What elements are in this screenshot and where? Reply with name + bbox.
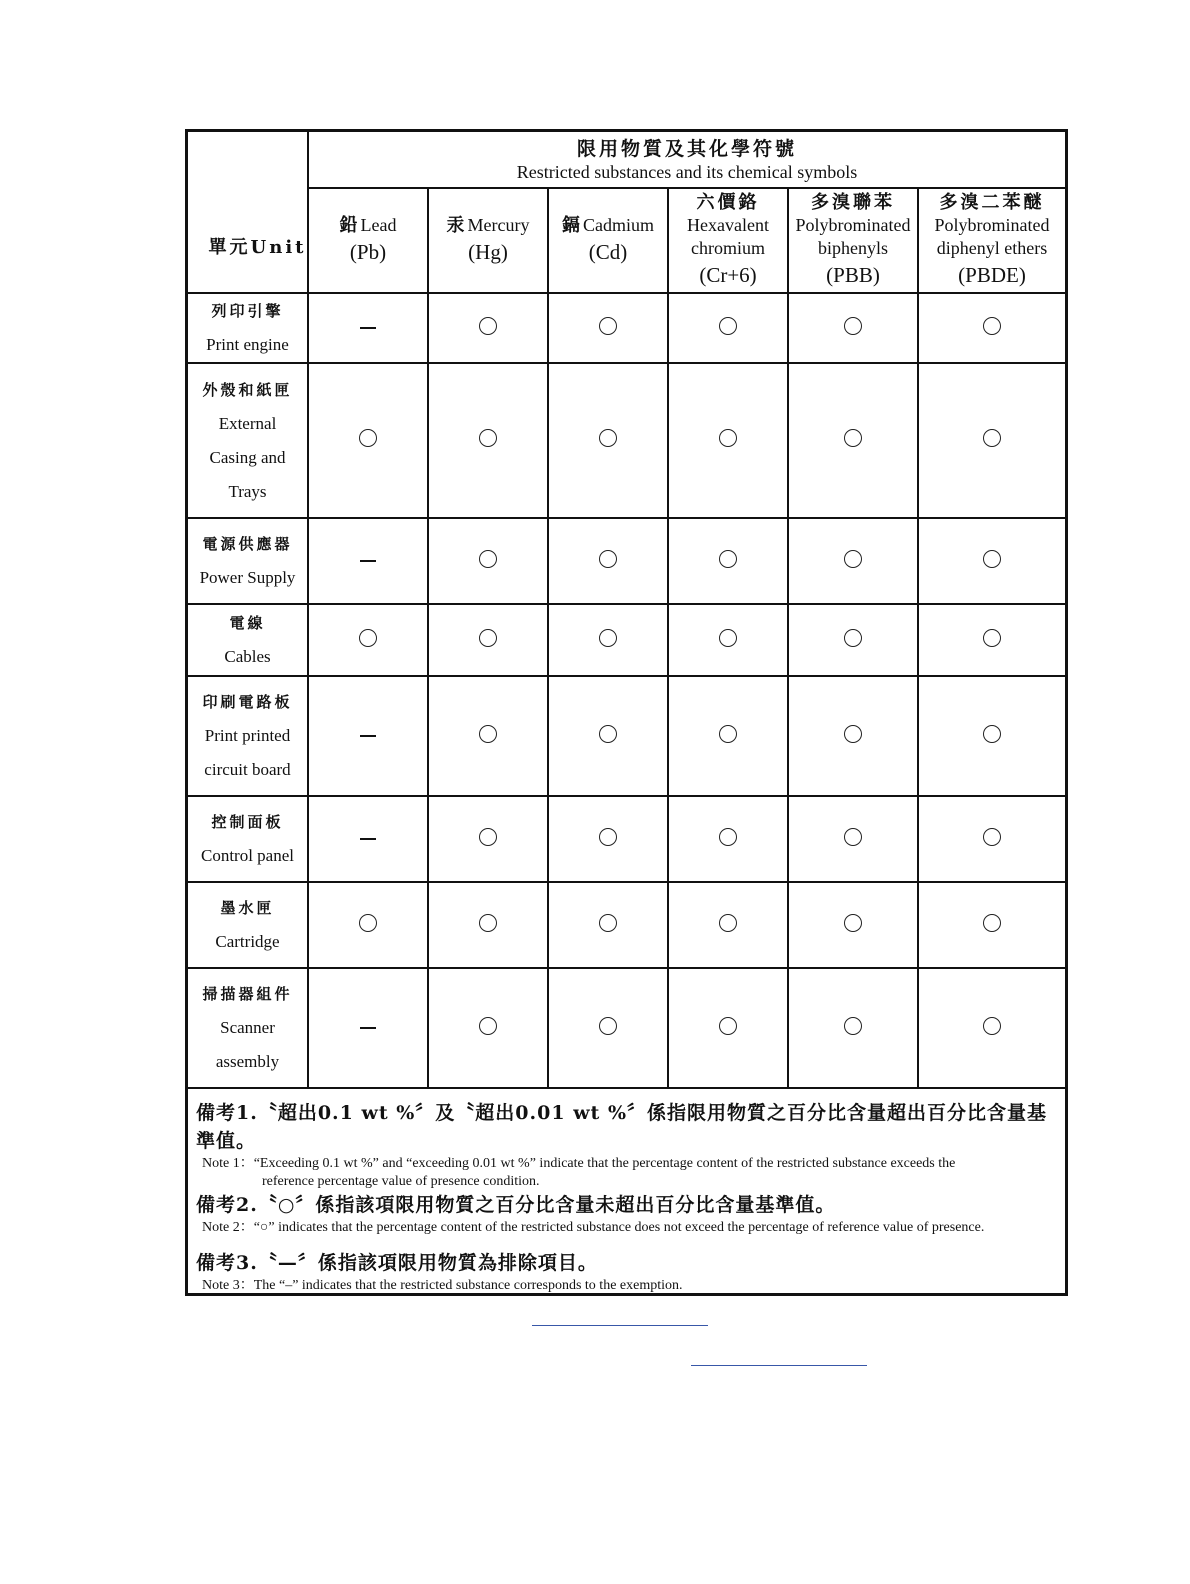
- substance-mark-cell: [308, 676, 428, 796]
- dash-mark: [360, 327, 376, 329]
- substance-mark-cell: [668, 676, 788, 796]
- circle-mark: [479, 828, 497, 846]
- substance-name-en-2: biphenyls: [818, 238, 888, 258]
- circle-mark: [983, 1017, 1001, 1035]
- circle-mark: [719, 914, 737, 932]
- substance-name-zh: 鎘: [562, 215, 583, 236]
- note-zh: 備考3.〝—〞係指該項限用物質為排除項目。: [196, 1252, 598, 1274]
- component-name-zh: 控制面板: [211, 813, 284, 831]
- circle-mark: [479, 629, 497, 647]
- substance-header: [548, 188, 668, 293]
- component-name-zh: 列印引擎: [211, 302, 284, 320]
- rohs-table-container: [185, 129, 1068, 1296]
- substance-mark-cell: [918, 518, 1065, 604]
- substance-mark-cell: [668, 882, 788, 968]
- note-block: [196, 1249, 1059, 1295]
- component-label: [188, 968, 308, 1088]
- substance-name-en: Polybrominated: [934, 215, 1050, 235]
- circle-mark: [844, 914, 862, 932]
- substance-mark-cell: [788, 293, 918, 363]
- substance-mark-cell: [308, 882, 428, 968]
- substance-mark-cell: [428, 518, 548, 604]
- substance-mark-cell: [308, 968, 428, 1088]
- title-en: Restricted substances and its chemical symbols: [516, 161, 858, 182]
- circle-mark: [983, 828, 1001, 846]
- table-row: [188, 604, 1065, 676]
- circle-mark: [844, 828, 862, 846]
- substance-symbol: (PBDE): [958, 263, 1026, 287]
- substance-mark-cell: [548, 518, 668, 604]
- component-label: [188, 882, 308, 968]
- substance-name-zh: 汞: [446, 215, 468, 236]
- component-name-zh: 電源供應器: [202, 535, 293, 553]
- component-name-en: circuit board: [204, 760, 291, 779]
- substance-mark-cell: [918, 676, 1065, 796]
- substance-header: [918, 188, 1065, 293]
- component-label: [188, 604, 308, 676]
- note-zh: 備考2.〝○〞係指該項限用物質之百分比含量未超出百分比含量基準值。: [196, 1194, 836, 1216]
- dash-mark: [360, 1027, 376, 1029]
- substance-mark-cell: [548, 882, 668, 968]
- circle-mark: [844, 550, 862, 568]
- substance-name-en: Lead: [360, 215, 397, 235]
- table-row: [188, 796, 1065, 882]
- component-label: [188, 796, 308, 882]
- component-name-en: Casing and: [209, 447, 286, 467]
- circle-mark: [599, 429, 617, 447]
- circle-mark: [479, 725, 497, 743]
- substance-mark-cell: [428, 363, 548, 518]
- note-en: [196, 1155, 1059, 1191]
- substance-mark-cell: [788, 968, 918, 1088]
- circle-mark: [599, 1017, 617, 1035]
- note-en-text: Note 2：“○” indicates that the percentage content of the restricted substance does not exceed the percentage of reference value of presence.: [202, 1220, 985, 1235]
- substance-symbol: (Hg): [468, 240, 508, 264]
- substance-mark-cell: [308, 604, 428, 676]
- table-body: [188, 293, 1065, 1088]
- circle-mark: [479, 914, 497, 932]
- dash-mark: [360, 838, 376, 840]
- substance-mark-cell: [428, 796, 548, 882]
- restricted-substances-table: [188, 132, 1065, 1300]
- table-row: [188, 518, 1065, 604]
- circle-mark: [359, 914, 377, 932]
- component-name-en: Print engine: [206, 335, 289, 354]
- substance-mark-cell: [668, 968, 788, 1088]
- substance-symbol: (PBB): [826, 263, 880, 287]
- circle-mark: [599, 914, 617, 932]
- circle-mark: [844, 629, 862, 647]
- substance-name-zh: 六價鉻: [696, 192, 760, 213]
- note-zh: 備考1.〝超出0.1 wt %〞及〝超出0.01 wt %〞係指限用物質之百分比含量超出百分比含量基準值。: [196, 1102, 1047, 1152]
- component-name-en: Scanner: [220, 1018, 275, 1037]
- link-underline-1[interactable]: [532, 1325, 708, 1326]
- substance-mark-cell: [668, 604, 788, 676]
- circle-mark: [983, 725, 1001, 743]
- notes-section: [188, 1088, 1065, 1300]
- substance-mark-cell: [668, 518, 788, 604]
- substance-mark-cell: [548, 293, 668, 363]
- circle-mark: [983, 429, 1001, 447]
- substance-header: [428, 188, 548, 293]
- note-en-text: Note 3：The “–” indicates that the restricted substance corresponds to the exemption.: [202, 1278, 683, 1293]
- component-name-en: assembly: [215, 1052, 280, 1071]
- dash-mark: [360, 560, 376, 562]
- circle-mark: [844, 429, 862, 447]
- circle-mark: [599, 550, 617, 568]
- substance-mark-cell: [428, 882, 548, 968]
- substance-mark-cell: [788, 363, 918, 518]
- component-name-en: Cartridge: [215, 932, 280, 951]
- note-block: [196, 1191, 1059, 1237]
- substance-name-zh: 多溴聯苯: [811, 192, 895, 213]
- substance-header: [308, 188, 428, 293]
- substance-name: [549, 214, 667, 237]
- substance-name-en: Cadmium: [583, 215, 654, 235]
- substance-name: [429, 214, 547, 237]
- substance-mark-cell: [548, 363, 668, 518]
- substance-mark-cell: [918, 796, 1065, 882]
- substance-mark-cell: [668, 363, 788, 518]
- note-en-continued: reference percentage value of presence condition.: [262, 1174, 540, 1189]
- substance-mark-cell: [428, 676, 548, 796]
- substance-symbol: (Cd): [588, 240, 628, 264]
- circle-mark: [719, 429, 737, 447]
- component-name-en: Power Supply: [199, 568, 296, 587]
- table-row: [188, 968, 1065, 1088]
- circle-mark: [479, 1017, 497, 1035]
- substance-mark-cell: [918, 882, 1065, 968]
- circle-mark: [599, 317, 617, 335]
- circle-mark: [599, 629, 617, 647]
- component-name-zh: 墨水匣: [220, 899, 275, 917]
- link-underline-2[interactable]: [691, 1365, 867, 1366]
- substance-mark-cell: [548, 604, 668, 676]
- substance-name-zh: 鉛: [339, 215, 361, 236]
- circle-mark: [719, 1017, 737, 1035]
- substance-mark-cell: [548, 796, 668, 882]
- substance-name-en: Polybrominated: [795, 215, 911, 235]
- unit-column-header: [188, 132, 308, 293]
- circle-mark: [719, 317, 737, 335]
- note-en: [196, 1219, 1059, 1237]
- substance-header: [788, 188, 918, 293]
- substance-mark-cell: [308, 293, 428, 363]
- component-name-zh: 電線: [229, 614, 266, 632]
- component-name-en: Control panel: [200, 846, 294, 865]
- circle-mark: [844, 1017, 862, 1035]
- substance-name: [309, 214, 427, 237]
- substance-mark-cell: [548, 676, 668, 796]
- table-row: [188, 293, 1065, 363]
- circle-mark: [844, 317, 862, 335]
- circle-mark: [599, 828, 617, 846]
- circle-mark: [359, 429, 377, 447]
- substance-mark-cell: [428, 293, 548, 363]
- substance-mark-cell: [428, 968, 548, 1088]
- component-label: [188, 293, 308, 363]
- circle-mark: [479, 550, 497, 568]
- substance-name-en-2: chromium: [691, 238, 765, 258]
- substance-mark-cell: [308, 796, 428, 882]
- circle-mark: [719, 828, 737, 846]
- circle-mark: [844, 725, 862, 743]
- component-name-zh: 掃描器組件: [202, 985, 293, 1003]
- substance-mark-cell: [788, 676, 918, 796]
- component-name-en: Print printed: [204, 726, 291, 745]
- substance-symbol: (Cr+6): [699, 263, 757, 287]
- table-row: [188, 882, 1065, 968]
- substance-mark-cell: [918, 968, 1065, 1088]
- dash-mark: [360, 735, 376, 737]
- component-name-en: External: [218, 413, 277, 433]
- substance-mark-cell: [308, 518, 428, 604]
- substance-name-en: Hexavalent: [687, 215, 769, 235]
- circle-mark: [479, 317, 497, 335]
- substance-header-row: [188, 188, 1065, 293]
- circle-mark: [359, 629, 377, 647]
- substance-mark-cell: [548, 968, 668, 1088]
- table-row: [188, 363, 1065, 518]
- circle-mark: [479, 429, 497, 447]
- component-name-zh: 印刷電路板: [202, 693, 293, 711]
- table-row: [188, 676, 1065, 796]
- component-label: [188, 363, 308, 518]
- substance-mark-cell: [668, 796, 788, 882]
- substance-mark-cell: [788, 882, 918, 968]
- substance-mark-cell: [788, 518, 918, 604]
- circle-mark: [983, 629, 1001, 647]
- title-zh: 限用物質及其化學符號: [576, 137, 797, 160]
- substance-mark-cell: [668, 293, 788, 363]
- title-header: [308, 132, 1065, 188]
- substance-mark-cell: [428, 604, 548, 676]
- substance-mark-cell: [788, 796, 918, 882]
- substance-mark-cell: [308, 363, 428, 518]
- substance-mark-cell: [918, 604, 1065, 676]
- note-en: [196, 1277, 1059, 1295]
- circle-mark: [719, 550, 737, 568]
- component-name-en: Cables: [224, 647, 271, 666]
- substance-name-zh: 多溴二苯醚: [939, 192, 1045, 213]
- component-label: [188, 676, 308, 796]
- component-name-en: Trays: [228, 481, 267, 501]
- note-block: [196, 1099, 1059, 1191]
- substance-header: [668, 188, 788, 293]
- component-name-zh: 外殼和紙匣: [202, 380, 293, 399]
- substance-mark-cell: [788, 604, 918, 676]
- substance-name-en: Mercury: [467, 215, 530, 235]
- circle-mark: [719, 629, 737, 647]
- circle-mark: [599, 725, 617, 743]
- component-label: [188, 518, 308, 604]
- circle-mark: [983, 914, 1001, 932]
- unit-label: 單元Unit: [208, 237, 307, 258]
- circle-mark: [719, 725, 737, 743]
- substance-symbol: (Pb): [349, 240, 387, 264]
- circle-mark: [983, 317, 1001, 335]
- substance-mark-cell: [918, 293, 1065, 363]
- substance-mark-cell: [918, 363, 1065, 518]
- circle-mark: [983, 550, 1001, 568]
- substance-name-en-2: diphenyl ethers: [936, 238, 1048, 258]
- note-en-text: Note 1：“Exceeding 0.1 wt %” and “exceeding 0.01 wt %” indicate that the percentage content of the restricted substance exceeds the: [202, 1156, 956, 1171]
